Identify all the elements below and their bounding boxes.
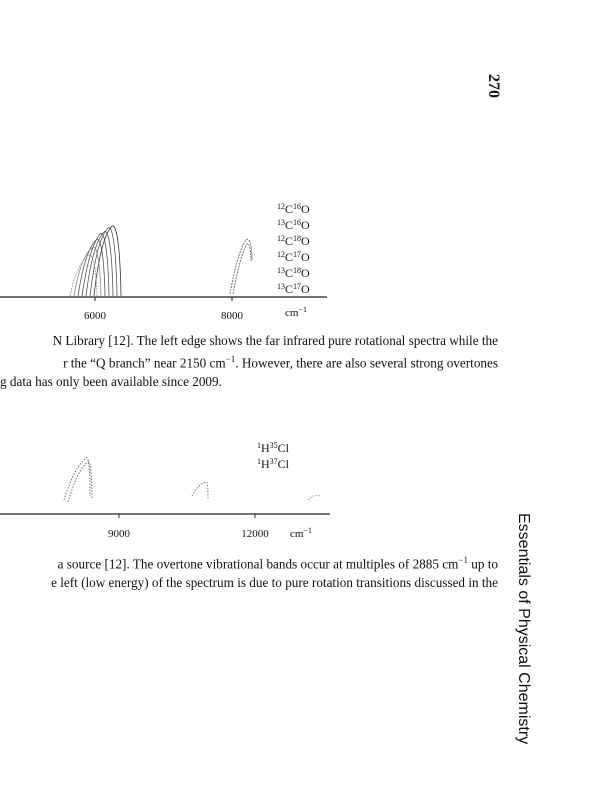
bottom-band-fourth-overtone [308,495,320,500]
top-caption-line-3: g data has only been available since 2009. [0,374,222,390]
bottom-tick-label-9000: 9000 [108,528,130,540]
legend-13C18O: $^{13}C^{18}O$ [277,266,310,280]
legend-1H37Cl: $^1H^{37}Cl$ [257,457,290,471]
legend-12C17O: $^{12}C^{17}O$ [277,250,310,264]
legend-12C16O: $^{12}C^{16}O$ [277,202,310,216]
top-caption-line-2: r the “Q branch” near 2150 $cm^{-1}$. However, there are also several strong overtones [63,354,498,371]
legend-1H35Cl: $^1H^{35}Cl$ [257,441,290,455]
legend-12C18O: $^{12}C^{18}O$ [277,234,310,248]
top-caption-line-1: N Library [12]. The left edge shows the far infrared pure rotational spectra while the [52,333,498,348]
bottom-band-third-overtone [192,482,208,500]
top-axis-unit: $cm^{-1}$ [285,305,307,319]
bottom-tick-label-12000: 12000 [241,528,269,540]
page-number: 270 [485,74,502,98]
bottom-caption-line-2: e left (low energy) of the spectrum is due to pure rotation transitions discussed in the [51,575,498,591]
legend-13C17O: $^{13}C^{17}O$ [277,282,310,296]
legend-13C16O: $^{13}C^{16}O$ [277,218,310,232]
top-tick-label-6000: 6000 [84,310,106,322]
bottom-band-second-overtone [64,458,92,502]
running-title: Essentials of Physical Chemistry [515,513,532,745]
bottom-figure-caption [0,551,498,592]
bottom-caption-line-1: a source [12]. The overtone vibrational bands occur at multiples of 2885 $cm^{-1}$ up to [57,555,498,572]
bottom-legend [257,441,290,471]
bottom-axis-unit: $cm^{-1}$ [290,526,312,540]
top-tick-label-8000: 8000 [221,310,243,322]
